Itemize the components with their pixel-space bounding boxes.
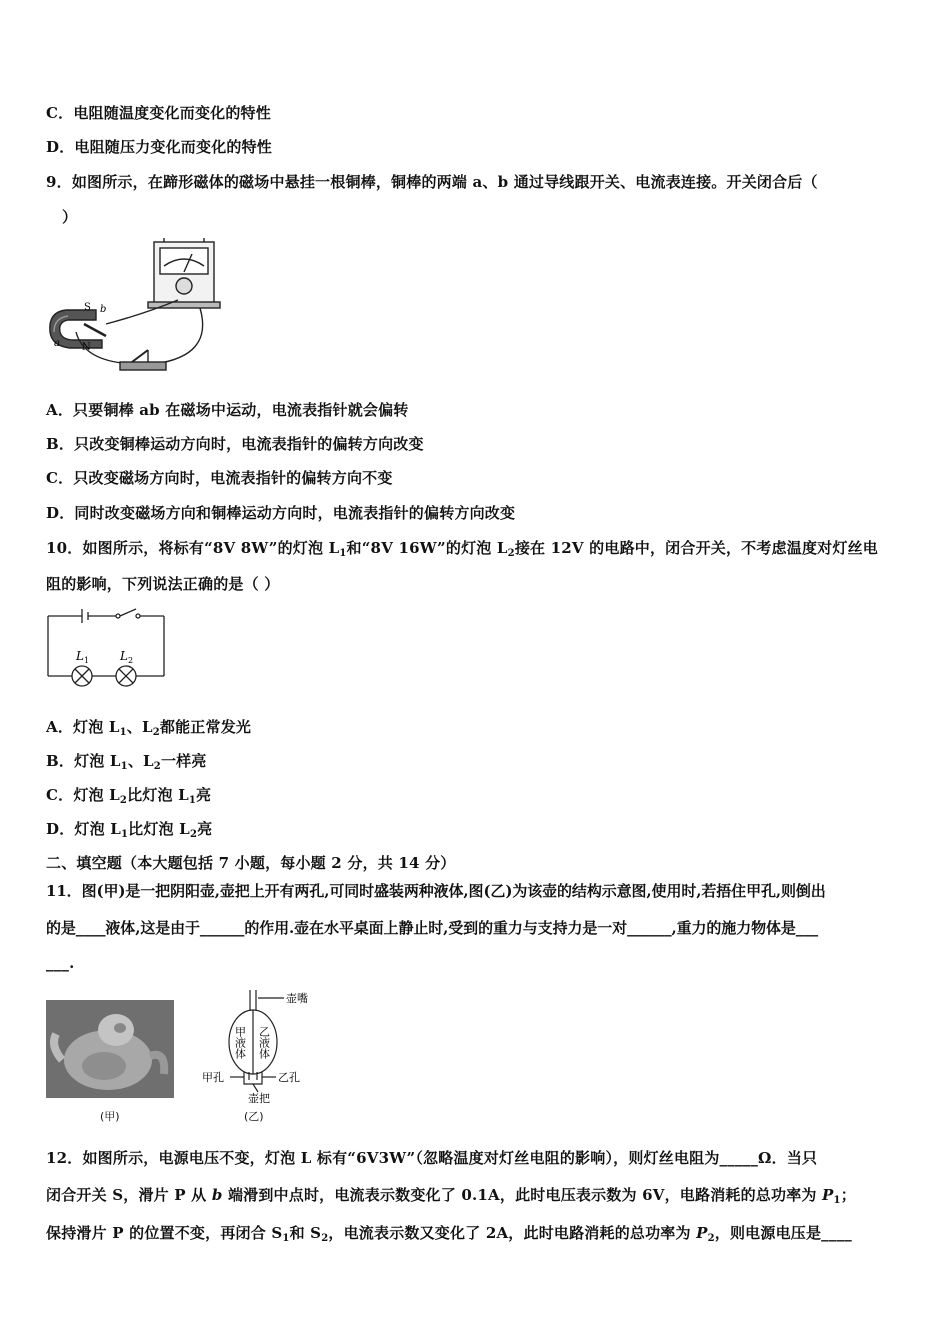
section2-heading: 二、填空题（本大题包括 7 小题，每小题 2 分，共 14 分） xyxy=(46,854,456,872)
q10-option-a: A．灯泡 $L_1$、$L_2$都能正常发光 xyxy=(46,718,252,738)
q11-label-right-hole: 乙孔 xyxy=(278,1071,300,1084)
q9-option-d: D．同时改变磁场方向和铜棒运动方向时，电流表指针的偏转方向改变 xyxy=(46,504,516,522)
q12-line2: 闭合开关 S，滑片 P 从 b 端滑到中点时，电流表示数变化了 0.1A，此时电压表示数为 6V，电路消耗的总功率为 $P_1$； xyxy=(46,1186,856,1206)
q10-option-d: D．灯泡 $L_1$比灯泡 $L_2$亮 xyxy=(46,820,213,840)
q10-label-l2: L xyxy=(120,649,128,663)
q8-option-d: D．电阻随压力变化而变化的特性 xyxy=(46,138,273,156)
q11-line3: ___. xyxy=(46,954,75,972)
q9-option-c: C．只改变磁场方向时，电流表指针的偏转方向不变 xyxy=(46,469,393,487)
q10-label-l1-sub: 1 xyxy=(84,656,90,665)
q9-label-a: a xyxy=(54,338,60,349)
q9-option-b: B．只改变铜棒运动方向时，电流表指针的偏转方向改变 xyxy=(46,435,424,453)
q9-label-b: b xyxy=(100,304,107,315)
q11-teapot-photo xyxy=(46,1000,174,1098)
q11-structure-diagram xyxy=(200,988,320,1108)
q10-circuit xyxy=(44,606,168,690)
q11-line1: 11．图(甲)是一把阴阳壶,壶把上开有两孔,可同时盛装两种液体,图(乙)为该壶的结构示意图,使用时,若捂住甲孔,则倒出 xyxy=(46,882,826,900)
q11-label-right-liquid: 乙液体 xyxy=(257,1026,271,1059)
q11-label-left-liquid: 甲液体 xyxy=(233,1026,247,1059)
q9-figure xyxy=(44,236,224,376)
q9-stem-line2: ） xyxy=(62,208,78,226)
q9-label-n: N xyxy=(82,342,91,353)
q9-stem-line1: 9．如图所示，在蹄形磁体的磁场中悬挂一根铜棒，铜棒的两端 a、b 通过导线跟开关、电流表连接。开关闭合后（ xyxy=(46,173,818,191)
q11-caption-left: (甲) xyxy=(100,1110,120,1123)
q9-label-s: S xyxy=(84,302,91,313)
q8-option-c: C．电阻随温度变化而变化的特性 xyxy=(46,104,271,122)
q10-stem-line1: 10．如图所示，将标有“8V 8W”的灯泡 $L_1$和“8V 16W”的灯泡 $L_2$接在 12V 的电路中，闭合开关，不考虑温度对灯丝电 xyxy=(46,539,878,559)
q11-label-spout: 壶嘴 xyxy=(286,992,308,1005)
q10-option-b: B．灯泡 $L_1$、$L_2$一样亮 xyxy=(46,752,207,772)
q10-stem-line2: 阻的影响，下列说法正确的是（ ） xyxy=(46,575,280,593)
q9-option-a: A．只要铜棒 ab 在磁场中运动，电流表指针就会偏转 xyxy=(46,401,409,419)
q12-line1: 12．如图所示，电源电压不变，灯泡 L 标有“6V3W”（忽略温度对灯丝电阻的影响），则灯丝电阻为_____Ω．当只 xyxy=(46,1149,818,1167)
q11-label-left-hole: 甲孔 xyxy=(202,1071,224,1084)
q11-line2: 的是____液体,这是由于______的作用.壶在水平桌面上静止时,受到的重力与支持力是一对______,重力的施力物体是___ xyxy=(46,919,818,937)
q10-label-l1: L xyxy=(76,649,84,663)
q12-line3: 保持滑片 P 的位置不变，再闭合 $S_1$和 $S_2$，电流表示数又变化了 2A，此时电路消耗的总功率为 $P_2$，则电源电压是____ xyxy=(46,1224,852,1244)
q10-option-c: C．灯泡 $L_2$比灯泡 $L_1$亮 xyxy=(46,786,212,806)
q10-label-l2-sub: 2 xyxy=(128,656,134,665)
q11-label-handle: 壶把 xyxy=(248,1092,270,1105)
q11-caption-right: (乙) xyxy=(244,1110,264,1123)
